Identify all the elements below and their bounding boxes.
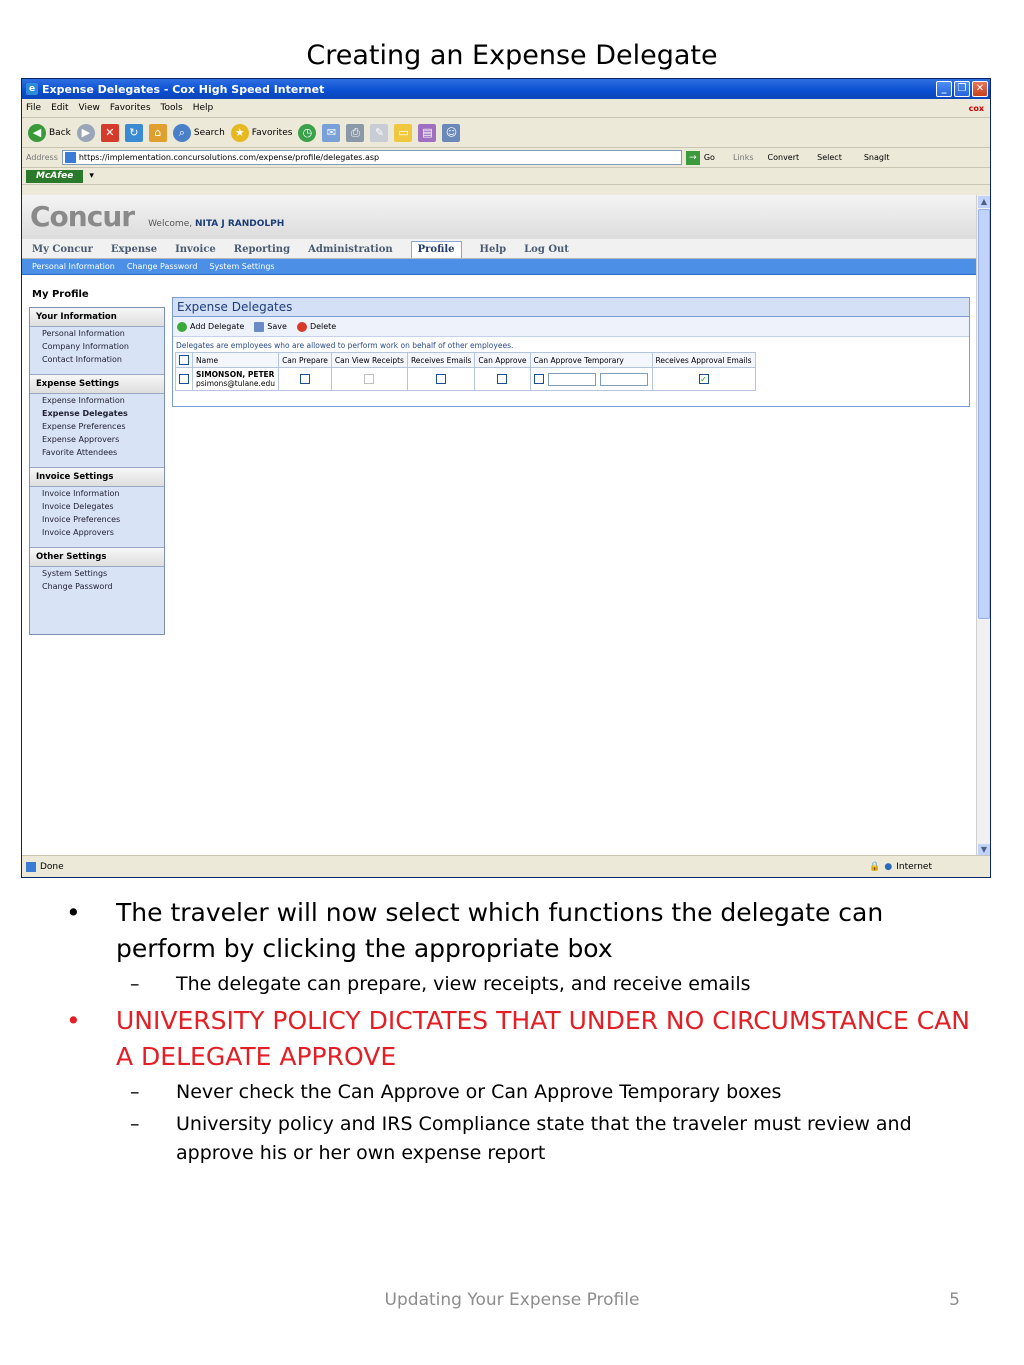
window-title: Expense Delegates - Cox High Speed Internet bbox=[42, 82, 325, 96]
delete-label: Delete bbox=[309, 322, 337, 331]
nav-invoice[interactable]: Invoice bbox=[175, 244, 216, 255]
window-titlebar bbox=[22, 79, 990, 99]
row-select-cell bbox=[176, 368, 193, 391]
slide-footer: Updating Your Expense Profile bbox=[384, 1290, 640, 1310]
can-approve-checkbox[interactable] bbox=[497, 374, 507, 384]
menu-file[interactable]: File bbox=[26, 103, 42, 113]
select-button[interactable]: Select bbox=[817, 153, 842, 162]
panel-toolbar bbox=[173, 317, 969, 337]
sidebar-item-invoice-delegates[interactable]: Invoice Delegates bbox=[42, 502, 114, 511]
user-name: NITA J RANDOLPH bbox=[194, 219, 285, 229]
stop-icon[interactable]: ✕ bbox=[101, 124, 119, 142]
menu-help[interactable]: Help bbox=[192, 103, 214, 113]
history-icon[interactable]: ◷ bbox=[298, 124, 316, 142]
nav-help[interactable]: Help bbox=[479, 244, 507, 255]
col-can-approve: Can Approve bbox=[475, 353, 530, 368]
menu-edit[interactable]: Edit bbox=[51, 103, 69, 113]
save-button[interactable] bbox=[254, 322, 287, 332]
bullet-1 bbox=[60, 895, 980, 967]
refresh-icon[interactable]: ↻ bbox=[125, 124, 143, 142]
bullet-2-sub-1-text: Never check the Can Approve or Can Approve Temporary boxes bbox=[176, 1081, 782, 1103]
can-prepare-cell bbox=[279, 368, 332, 391]
menu-view[interactable]: View bbox=[78, 103, 100, 113]
row-select-checkbox[interactable] bbox=[179, 374, 189, 384]
go-arrow-icon[interactable]: → bbox=[686, 151, 700, 165]
delegates-table bbox=[175, 352, 756, 391]
select-all-cell bbox=[176, 353, 193, 368]
can-prepare-checkbox[interactable] bbox=[300, 374, 310, 384]
table-header-row bbox=[176, 353, 756, 368]
minimize-button[interactable]: _ bbox=[936, 81, 952, 97]
bullet-1-sub-text: The delegate can prepare, view receipts, and receive emails bbox=[176, 973, 751, 995]
go-button[interactable]: Go bbox=[703, 153, 715, 162]
print-icon[interactable]: ⎙ bbox=[346, 124, 364, 142]
search-button[interactable] bbox=[173, 124, 225, 142]
can-approve-cell bbox=[475, 368, 530, 391]
bullet-dash: – bbox=[130, 1113, 140, 1135]
subnav-personal-information[interactable]: Personal Information bbox=[32, 262, 115, 271]
back-label: Back bbox=[49, 127, 71, 138]
mail-icon[interactable]: ✉ bbox=[322, 124, 340, 142]
can-view-receipts-cell bbox=[331, 368, 407, 391]
nav-reporting[interactable]: Reporting bbox=[233, 244, 291, 255]
nav-administration[interactable]: Administration bbox=[308, 244, 393, 255]
concur-header bbox=[22, 195, 976, 239]
messenger-icon[interactable]: ☺ bbox=[442, 124, 460, 142]
close-button[interactable]: ✕ bbox=[972, 81, 988, 97]
welcome-text bbox=[148, 219, 284, 229]
sidebar-item-invoice-approvers[interactable]: Invoice Approvers bbox=[42, 528, 114, 537]
col-can-view-receipts: Can View Receipts bbox=[331, 353, 407, 368]
status-bar bbox=[22, 855, 991, 877]
mcafee-button[interactable]: McAfee bbox=[26, 170, 83, 183]
sidebar-item-invoice-preferences[interactable]: Invoice Preferences bbox=[42, 515, 121, 524]
add-icon bbox=[177, 322, 187, 332]
profile-subnav bbox=[22, 259, 976, 275]
browser-window bbox=[21, 78, 991, 878]
panel-description: Delegates are employees who are allowed to perform work on behalf of other employees. bbox=[176, 341, 514, 350]
col-can-approve-temporary: Can Approve Temporary bbox=[530, 353, 652, 368]
home-icon[interactable]: ⌂ bbox=[149, 124, 167, 142]
bullet-2 bbox=[60, 1003, 980, 1075]
temporary-end-date-input[interactable] bbox=[600, 373, 648, 386]
convert-button[interactable]: Convert bbox=[767, 153, 800, 162]
delegate-email: psimons@tulane.edu bbox=[196, 379, 276, 388]
bullet-2-sub-2-text: University policy and IRS Compliance state that the traveler must review and approve his or her own expense report bbox=[176, 1113, 912, 1164]
bullet-2-text: UNIVERSITY POLICY DICTATES THAT UNDER NO CIRCUMSTANCE CAN A DELEGATE APPROVE bbox=[116, 1006, 970, 1071]
can-view-receipts-checkbox[interactable] bbox=[364, 374, 374, 384]
cox-logo: cox bbox=[968, 103, 984, 113]
forward-arrow-icon[interactable]: ▶ bbox=[77, 124, 95, 142]
page-viewport bbox=[22, 195, 976, 857]
menu-tools[interactable]: Tools bbox=[160, 103, 183, 113]
add-delegate-button[interactable] bbox=[177, 322, 244, 332]
col-receives-emails: Receives Emails bbox=[407, 353, 474, 368]
research-icon[interactable]: ▤ bbox=[418, 124, 436, 142]
mcafee-toolbar bbox=[22, 168, 990, 185]
sidebar-heading-other-settings: Other Settings bbox=[30, 547, 164, 567]
receives-approval-emails-checkbox[interactable]: ✓ bbox=[700, 375, 707, 384]
sidebar-heading-invoice-settings: Invoice Settings bbox=[30, 467, 164, 487]
sidebar-item-expense-information[interactable]: Expense Information bbox=[42, 396, 125, 405]
sidebar-item-contact-information[interactable]: Contact Information bbox=[42, 355, 122, 364]
chevron-down-icon[interactable]: ▾ bbox=[89, 171, 94, 181]
sidebar-item-company-information[interactable]: Company Information bbox=[42, 342, 129, 351]
back-button[interactable] bbox=[28, 124, 71, 142]
col-name: Name bbox=[193, 353, 279, 368]
bullet-1-sub bbox=[130, 970, 980, 999]
bullet-1-text: The traveler will now select which functions the delegate can perform by clicking the appropriate box bbox=[116, 898, 884, 963]
scroll-up-icon[interactable]: ▲ bbox=[978, 196, 990, 208]
delete-button[interactable] bbox=[297, 322, 336, 332]
col-can-prepare: Can Prepare bbox=[279, 353, 332, 368]
slide-bullets bbox=[60, 895, 980, 1168]
subnav-change-password[interactable]: Change Password bbox=[126, 262, 198, 271]
add-delegate-label: Add Delegate bbox=[190, 322, 245, 331]
nav-expense[interactable]: Expense bbox=[110, 244, 158, 255]
search-label: Search bbox=[193, 127, 225, 138]
back-arrow-icon: ◀ bbox=[28, 124, 46, 142]
receives-approval-emails-cell bbox=[652, 368, 755, 391]
status-text: Done bbox=[40, 861, 64, 872]
bullet-dash: – bbox=[130, 1081, 140, 1103]
lock-icon: 🔒 bbox=[869, 861, 881, 872]
sidebar-item-expense-delegates[interactable]: Expense Delegates bbox=[42, 409, 128, 418]
address-url: https://implementation.concursolutions.com/expense/profile/delegates.asp bbox=[78, 153, 380, 162]
page-number: 5 bbox=[949, 1290, 960, 1310]
can-approve-temporary-cell bbox=[530, 368, 652, 391]
browser-toolbar bbox=[22, 118, 990, 148]
address-input[interactable] bbox=[62, 150, 682, 165]
col-receives-approval-emails: Receives Approval Emails bbox=[652, 353, 755, 368]
table-row bbox=[176, 368, 756, 391]
star-icon: ★ bbox=[231, 124, 249, 142]
bullet-dot: • bbox=[66, 1006, 81, 1035]
main-nav bbox=[22, 239, 976, 259]
can-approve-temporary-checkbox[interactable] bbox=[534, 374, 544, 384]
bullet-2-sub-1 bbox=[130, 1078, 980, 1107]
panel-title: Expense Delegates bbox=[173, 298, 969, 317]
favorites-label: Favorites bbox=[251, 127, 293, 138]
internet-explorer-icon: e bbox=[26, 83, 38, 95]
concur-logo: Concur bbox=[30, 200, 135, 233]
sidebar-item-change-password[interactable]: Change Password bbox=[42, 582, 113, 591]
security-zone bbox=[869, 862, 932, 872]
receives-emails-cell bbox=[407, 368, 474, 391]
page-done-icon bbox=[26, 862, 36, 872]
scroll-down-icon[interactable]: ▼ bbox=[978, 844, 990, 856]
favorites-button[interactable] bbox=[231, 124, 293, 142]
links-button[interactable]: Links bbox=[732, 153, 754, 162]
sidebar-item-system-settings[interactable]: System Settings bbox=[42, 569, 108, 578]
edit-icon[interactable]: ✎ bbox=[370, 124, 388, 142]
expense-delegates-panel bbox=[172, 297, 970, 407]
delete-icon bbox=[297, 322, 307, 332]
zone-text: Internet bbox=[896, 861, 932, 872]
my-profile-heading: My Profile bbox=[32, 289, 89, 300]
scroll-thumb[interactable] bbox=[978, 209, 990, 619]
bullet-2-sub-2 bbox=[130, 1110, 980, 1168]
search-icon: ⌕ bbox=[173, 124, 191, 142]
restore-button[interactable]: ❐ bbox=[954, 81, 970, 97]
receives-emails-checkbox[interactable] bbox=[436, 374, 446, 384]
select-all-checkbox[interactable] bbox=[179, 355, 189, 365]
nav-log-out[interactable]: Log Out bbox=[524, 244, 569, 255]
welcome-prefix: Welcome, bbox=[148, 219, 193, 229]
sidebar-item-favorite-attendees[interactable]: Favorite Attendees bbox=[42, 448, 118, 457]
globe-icon: ● bbox=[884, 861, 893, 872]
page-icon bbox=[65, 152, 76, 163]
bullet-dash: – bbox=[130, 973, 140, 995]
snagit-button[interactable]: SnagIt bbox=[863, 153, 890, 162]
vertical-scrollbar[interactable] bbox=[976, 195, 990, 857]
sidebar-heading-expense-settings: Expense Settings bbox=[30, 374, 164, 394]
address-label: Address bbox=[26, 153, 58, 162]
delegate-name: SIMONSON, PETER bbox=[196, 370, 275, 379]
nav-profile[interactable]: Profile bbox=[411, 241, 462, 258]
sidebar-item-personal-information[interactable]: Personal Information bbox=[42, 329, 125, 338]
folder-icon[interactable]: ▭ bbox=[394, 124, 412, 142]
save-icon bbox=[254, 322, 264, 332]
slide-title: Creating an Expense Delegate bbox=[306, 40, 718, 71]
profile-sidebar bbox=[29, 307, 165, 635]
save-label: Save bbox=[267, 322, 287, 331]
temporary-start-date-input[interactable] bbox=[548, 373, 596, 386]
sidebar-item-invoice-information[interactable]: Invoice Information bbox=[42, 489, 120, 498]
sidebar-item-expense-approvers[interactable]: Expense Approvers bbox=[42, 435, 120, 444]
sidebar-heading-your-information: Your Information bbox=[30, 308, 164, 327]
delegate-name-cell bbox=[193, 368, 279, 391]
bullet-dot: • bbox=[66, 898, 81, 927]
nav-my-concur[interactable]: My Concur bbox=[32, 244, 93, 255]
menu-favorites[interactable]: Favorites bbox=[109, 103, 151, 113]
sidebar-item-expense-preferences[interactable]: Expense Preferences bbox=[42, 422, 126, 431]
subnav-system-settings[interactable]: System Settings bbox=[209, 262, 275, 271]
address-bar bbox=[22, 148, 990, 168]
menu-bar bbox=[22, 99, 990, 118]
